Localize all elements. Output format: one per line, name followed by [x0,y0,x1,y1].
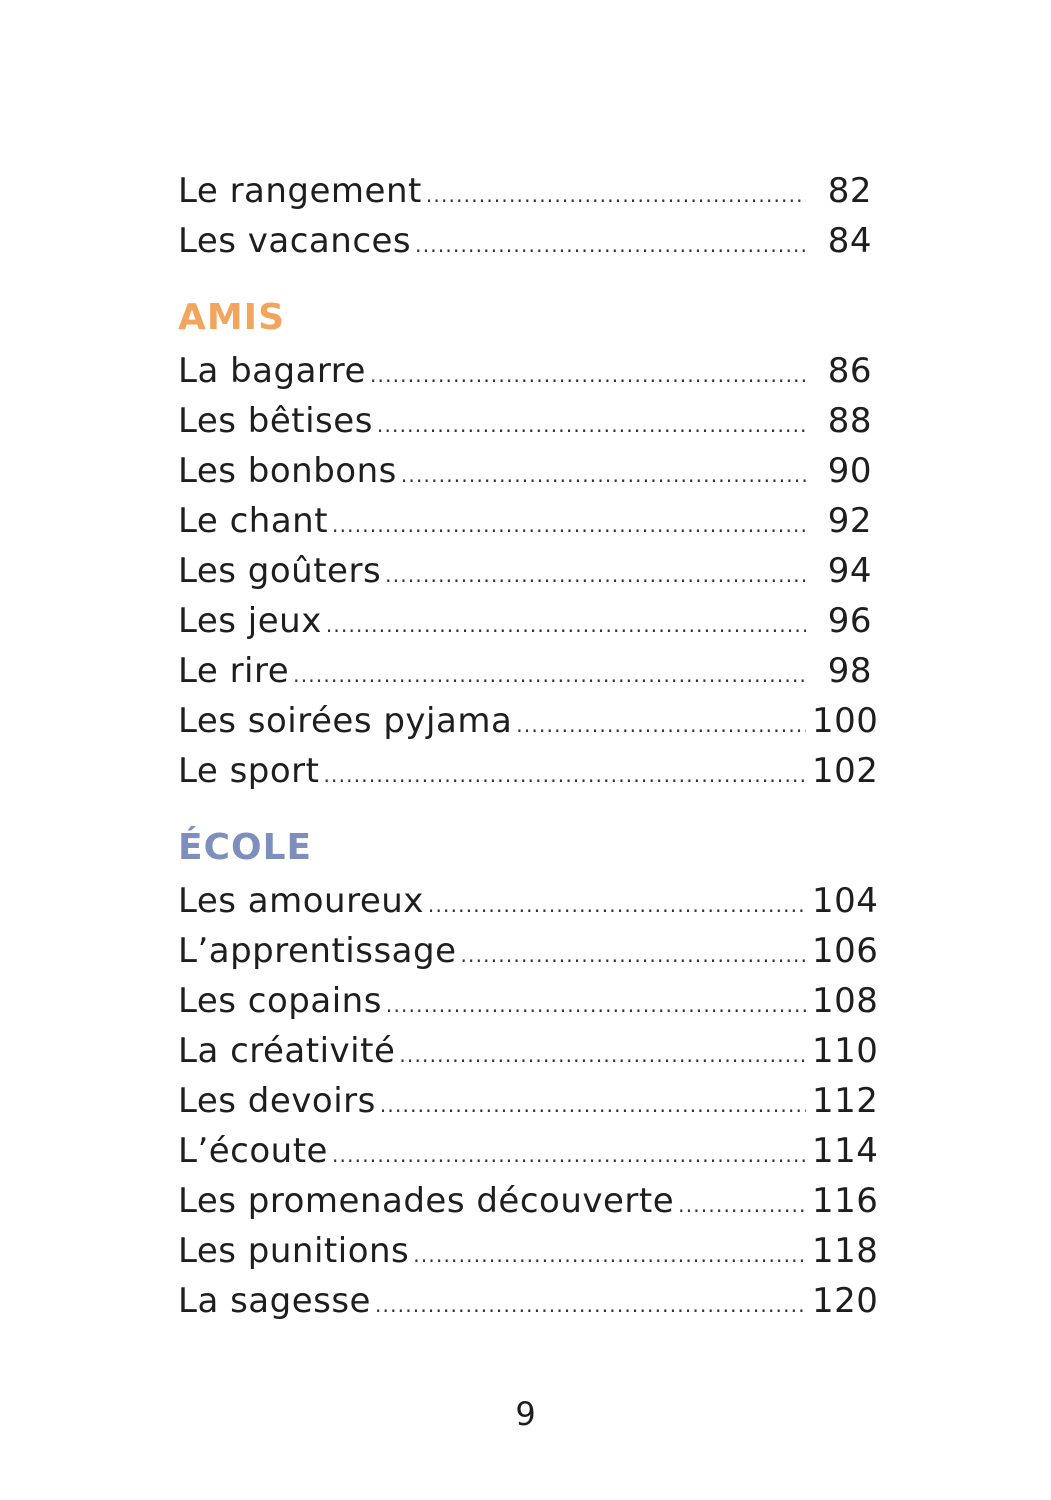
dot-leader [332,1130,806,1180]
dot-leader [426,170,806,220]
toc-entry-page: 88 [827,401,872,441]
toc-entry-title: Le rangement [178,171,422,211]
toc-entry[interactable] [178,1026,879,1076]
toc-entry-title: Les punitions [178,1231,410,1271]
toc-entry-title: L’écoute [178,1131,328,1171]
toc-entry[interactable] [178,346,872,396]
dot-leader [370,350,806,400]
toc-entry-title: Les bêtises [178,401,373,441]
toc-entry-page: 110 [812,1031,879,1071]
toc-entry-title: Les copains [178,981,382,1021]
dot-leader [332,500,806,550]
toc-entry-title: Les promenades découverte [178,1181,675,1221]
toc-entry-page: 84 [827,221,872,261]
toc-entry[interactable] [178,696,879,746]
toc-entry-title: Le sport [178,751,320,791]
toc-entry-page: 120 [812,1281,879,1321]
toc-entry-page: 90 [827,451,872,491]
dot-leader [516,700,806,750]
toc-entry[interactable] [178,1276,879,1326]
section-heading-amis: AMIS [178,297,286,338]
toc-entry-title: Les goûters [178,551,382,591]
toc-entry-page: 112 [812,1081,879,1121]
toc-entry-page: 96 [827,601,872,641]
dot-leader [413,1230,806,1280]
dot-leader [415,220,806,270]
dot-leader [375,1280,806,1330]
toc-entry-page: 86 [827,351,872,391]
toc-entry-title: Les vacances [178,221,412,261]
dot-leader [401,450,806,500]
toc-entry[interactable] [178,166,872,216]
toc-entry-page: 104 [812,881,879,921]
toc-entry[interactable] [178,1226,879,1276]
dot-leader [377,400,806,450]
toc-entry-page: 114 [812,1131,879,1171]
dot-leader [678,1180,806,1230]
dot-leader [399,1030,806,1080]
toc-entry-title: La sagesse [178,1281,371,1321]
toc-entry-page: 100 [812,701,879,741]
toc-entry[interactable] [178,396,872,446]
dot-leader [428,880,806,930]
toc-entry[interactable] [178,1176,879,1226]
toc-entry[interactable] [178,926,879,976]
toc-entry-page: 94 [827,551,872,591]
dot-leader [323,750,806,800]
dot-leader [293,650,806,700]
toc-entry-title: Les jeux [178,601,322,641]
toc-entry[interactable] [178,1126,879,1176]
toc-entry-page: 118 [812,1231,879,1271]
dot-leader [380,1080,806,1130]
page-number: 9 [515,1395,536,1433]
toc-entry-title: La bagarre [178,351,366,391]
toc-entry-page: 82 [827,171,872,211]
toc-entry[interactable] [178,546,872,596]
toc-entry-page: 108 [812,981,879,1021]
toc-entry[interactable] [178,646,872,696]
toc-entry-title: Les bonbons [178,451,397,491]
toc-entry[interactable] [178,596,872,646]
toc-entry-page: 98 [827,651,872,691]
toc-entry-page: 106 [812,931,879,971]
toc-entry-title: La créativité [178,1031,396,1071]
toc-entry-title: Les devoirs [178,1081,376,1121]
toc-entry-page: 102 [812,751,879,791]
toc-entry[interactable] [178,216,872,266]
toc-entry-page: 92 [827,501,872,541]
dot-leader [461,930,807,980]
toc-entry[interactable] [178,496,872,546]
toc-entry[interactable] [178,1076,879,1126]
toc-entry-title: Les amoureux [178,881,424,921]
toc-entry[interactable] [178,446,872,496]
toc-entry[interactable] [178,976,879,1026]
section-heading-ecole: ÉCOLE [178,827,313,868]
toc-entry-title: Le chant [178,501,329,541]
toc-entry-title: L’apprentissage [178,931,457,971]
toc-entry-page: 116 [812,1181,879,1221]
dot-leader [326,600,806,650]
toc-entry-title: Les soirées pyjama [178,701,513,741]
toc-entry[interactable] [178,746,879,796]
toc-entry-title: Le rire [178,651,290,691]
toc-entry[interactable] [178,876,879,926]
table-of-contents [178,166,879,1326]
dot-leader [385,550,806,600]
dot-leader [386,980,806,1030]
